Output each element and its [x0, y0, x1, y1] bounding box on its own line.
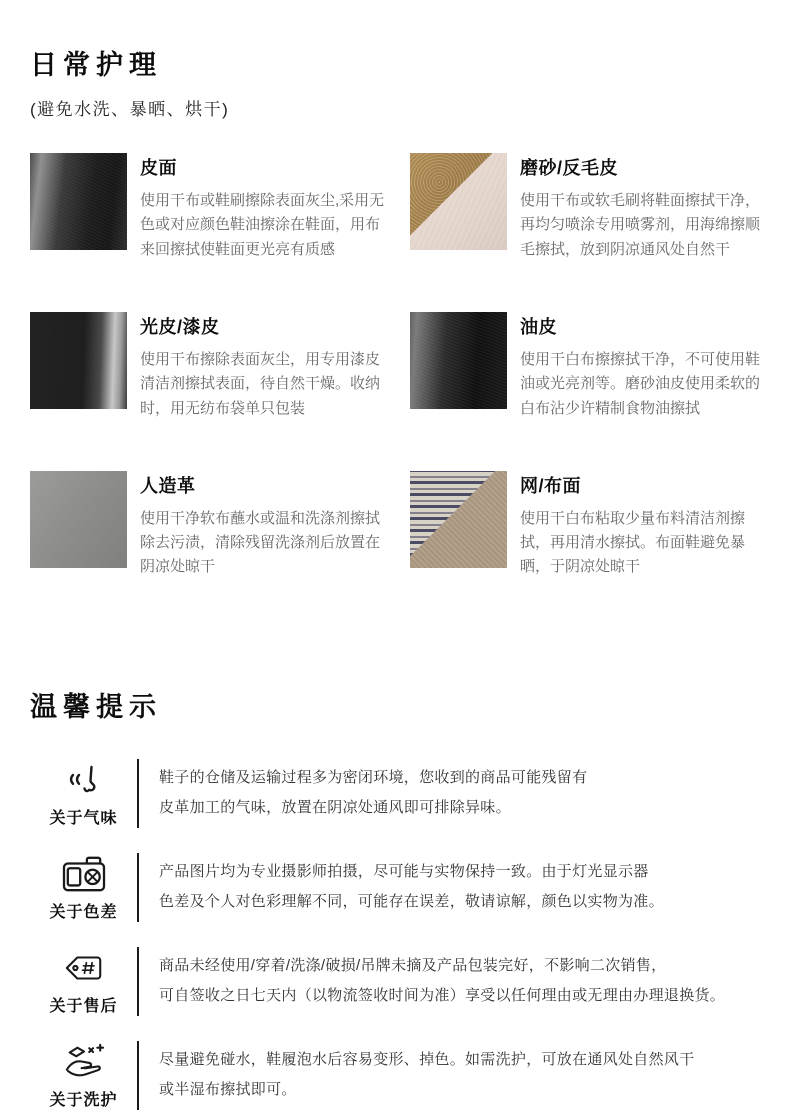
synthetic-leather-swatch-image	[30, 471, 127, 568]
mesh-weave-triangle	[410, 471, 507, 568]
tip-label: 关于色差	[49, 903, 118, 921]
care-text	[140, 471, 392, 580]
care-text	[140, 312, 392, 421]
black-leather-swatch-image	[30, 153, 127, 250]
tip-label: 关于售后	[49, 997, 118, 1015]
care-item-leather	[30, 153, 410, 262]
care-item-suede	[410, 153, 780, 262]
care-item-patent	[30, 312, 410, 421]
tip-row-odor	[30, 759, 790, 828]
tip-icon-col	[30, 947, 137, 1016]
tip-label: 关于气味	[49, 809, 118, 827]
care-item-desc: 使用干白布粘取少量布料清洁剂擦拭，再用清水擦拭。布面鞋避免暴晒，于阴凉处晾干	[520, 509, 746, 576]
tip-text	[139, 857, 664, 917]
tip-row-washing	[30, 1041, 790, 1110]
tip-text	[139, 763, 587, 823]
care-text	[520, 471, 772, 580]
care-text	[140, 153, 392, 262]
mesh-fabric-swatch-image	[410, 471, 507, 568]
tip-text-line: 商品未经使用/穿着/洗涤/破损/吊牌未摘及产品包装完好，不影响二次销售，	[159, 957, 667, 975]
tip-icon-col	[30, 853, 137, 922]
care-item-desc: 使用干布擦除表面灰尘，用专用漆皮清洁剂擦拭表面，待自然干燥。收纳时，用无纺布袋单只包装	[140, 350, 381, 417]
nose-smell-icon	[65, 759, 103, 801]
daily-care-subtitle: (避免水洗、暴晒、烘干)	[30, 100, 230, 120]
tip-text-line: 尽量避免碰水，鞋履泡水后容易变形、掉色。如需洗护，可放在通风处自然风干	[159, 1051, 695, 1069]
care-item-mesh-fabric	[410, 471, 780, 580]
care-item-desc: 使用干布或鞋刷擦除表面灰尘,采用无色或对应颜色鞋油擦涂在鞋面，用布来回擦拭使鞋面更光亮有质感	[140, 192, 385, 258]
oil-leather-swatch-image	[410, 312, 507, 409]
tip-text-line: 皮革加工的气味，放置在阴凉处通风即可排除异味。	[159, 799, 511, 817]
hand-wipe-icon	[62, 1041, 106, 1083]
care-item-desc: 使用干净软布蘸水或温和洗涤剂擦拭除去污渍，清除残留洗涤剂后放置在阴凉处晾干	[140, 509, 381, 576]
tip-text-line: 可自签收之日七天内（以物流签收时间为准）享受以任何理由或无理由办理退换货。	[159, 987, 726, 1005]
care-item-title: 人造革	[140, 475, 196, 496]
patent-leather-swatch-image	[30, 312, 127, 409]
tip-text-line: 产品图片均为专业摄影师拍摄，尽可能与实物保持一致。由于灯光显示器	[159, 863, 649, 881]
daily-care-title: 日常护理	[30, 50, 162, 80]
tip-label: 关于洗护	[49, 1091, 118, 1109]
daily-care-section	[30, 50, 790, 580]
tip-text	[139, 951, 725, 1011]
tip-row-after-sales	[30, 947, 790, 1016]
care-item-title: 皮面	[140, 158, 177, 179]
tip-text-line: 或半湿布擦拭即可。	[159, 1081, 297, 1099]
price-tag-icon	[63, 947, 105, 989]
tip-text-line: 鞋子的仓储及运输过程多为密闭环境，您收到的商品可能残留有	[159, 769, 588, 787]
tip-text	[139, 1045, 695, 1105]
care-item-desc: 使用干布或软毛刷将鞋面擦拭干净，再均匀喷涂专用喷雾剂，用海绵擦顺毛擦拭，放到阴凉通风处自然干	[520, 192, 761, 258]
tip-text-line: 色差及个人对色彩理解不同，可能存在误差，敬请谅解，颜色以实物为准。	[159, 893, 664, 911]
camera-icon	[62, 853, 106, 895]
care-item-title: 光皮/漆皮	[140, 316, 220, 337]
care-item-oil-leather	[410, 312, 780, 421]
care-item-desc: 使用干白布擦擦拭干净，不可使用鞋油或光亮剂等。磨砂油皮使用柔软的白布沾少许精制食物油擦拭	[520, 350, 761, 417]
care-text	[520, 153, 772, 262]
tips-title: 温馨提示	[30, 691, 162, 722]
care-item-synthetic	[30, 471, 410, 580]
suede-swatch-image	[410, 153, 507, 250]
tips-section	[30, 692, 790, 1110]
care-item-title: 油皮	[520, 316, 557, 337]
tip-icon-col	[30, 759, 137, 828]
suede-gold-triangle	[410, 153, 507, 250]
tips-list	[30, 759, 790, 1110]
care-item-title: 网/布面	[520, 475, 582, 496]
care-item-title: 磨砂/反毛皮	[520, 158, 619, 179]
care-text	[520, 312, 772, 421]
care-grid	[30, 153, 790, 580]
tip-icon-col	[30, 1041, 137, 1110]
tip-row-color-difference	[30, 853, 790, 922]
